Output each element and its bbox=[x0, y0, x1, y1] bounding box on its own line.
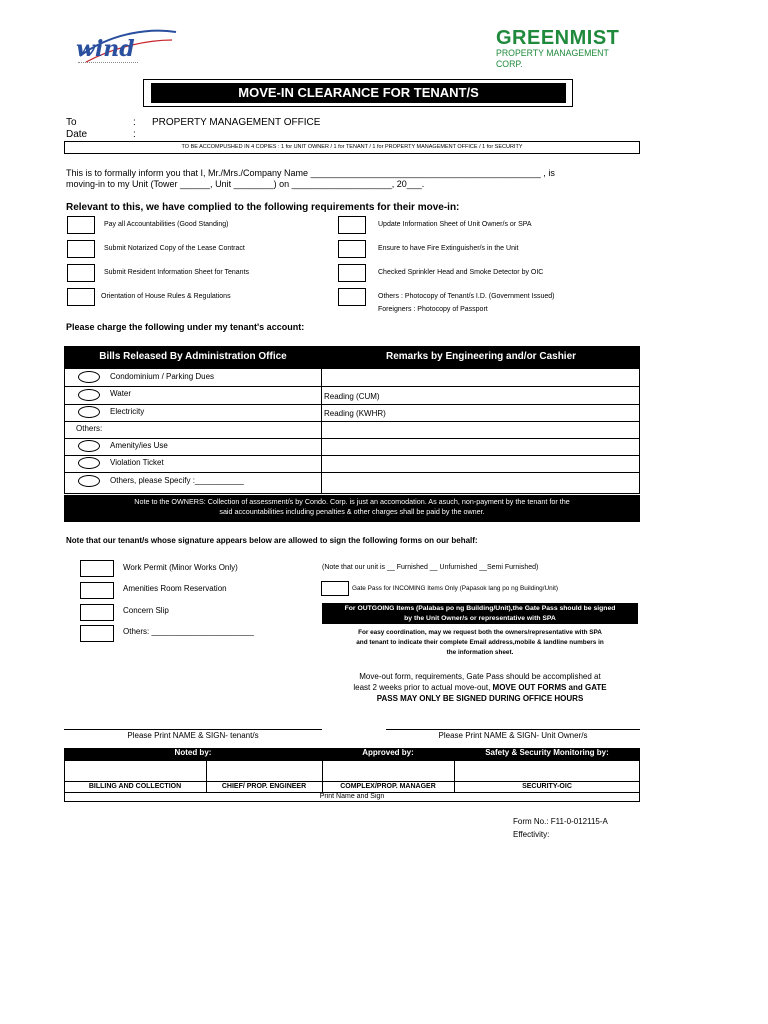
owner-signature-label: Please Print NAME & SIGN- Unit Owner/s bbox=[438, 731, 588, 740]
form-checkbox-concern-slip[interactable] bbox=[80, 604, 114, 621]
role-chief-engineer: CHIEF/ PROP. ENGINEER bbox=[221, 783, 307, 790]
outgoing-note-box bbox=[322, 603, 638, 624]
page-title: MOVE-IN CLEARANCE FOR TENANT/S bbox=[151, 83, 566, 103]
bills-col-left: Bills Released By Administration Office bbox=[99, 351, 287, 362]
form-concern-slip: Concern Slip bbox=[123, 606, 169, 615]
unit-furnish-note: (Note that our unit is __ Furnished __ Unfurnished __Semi Furnished) bbox=[322, 564, 539, 571]
req-right-1: Update Information Sheet of Unit Owner/s or SPA bbox=[378, 221, 532, 228]
coordination-note bbox=[322, 628, 638, 658]
form-checkbox-work-permit[interactable] bbox=[80, 560, 114, 577]
role-billing: BILLING AND COLLECTION bbox=[88, 783, 182, 790]
form-checkbox-amenities[interactable] bbox=[80, 582, 114, 599]
tenant-signature-line[interactable] bbox=[64, 729, 322, 730]
to-colon: : bbox=[133, 117, 136, 128]
bill-radio-others[interactable] bbox=[78, 475, 100, 487]
copies-note-box bbox=[64, 141, 640, 154]
moveout-line-2-normal: least 2 weeks prior to actual move-out, bbox=[353, 683, 493, 692]
bills-col-right: Remarks by Engineering and/or Cashier bbox=[385, 351, 577, 362]
req-checkbox-right-4[interactable] bbox=[338, 288, 366, 306]
req-checkbox-right-3[interactable] bbox=[338, 264, 366, 282]
forms-heading: Note that our tenant/s whose signature appears below are allowed to sign the following forms on our behalf: bbox=[66, 536, 478, 545]
moveout-note bbox=[322, 671, 638, 704]
req-left-4: Orientation of House Rules & Regulations bbox=[101, 293, 231, 300]
moveout-line-3: PASS MAY ONLY BE SIGNED DURING OFFICE HOURS bbox=[376, 694, 584, 703]
role-manager: COMPLEX/PROP. MANAGER bbox=[340, 783, 436, 790]
greenmist-subtitle: PROPERTY MANAGEMENT CORP. bbox=[496, 48, 609, 70]
print-name-sign: Print Name and Sign bbox=[319, 793, 385, 800]
intro-line-1: This is to formally inform you that I, Mr./Mrs./Company Name ______________________________________________ , is bbox=[66, 168, 555, 178]
moveout-line-1: Move-out form, requirements, Gate Pass should be accomplished at bbox=[359, 672, 601, 681]
charge-heading: Please charge the following under my tenant's account: bbox=[66, 322, 305, 332]
to-label: To bbox=[66, 117, 77, 128]
wind-logo-tagline bbox=[78, 62, 138, 63]
gate-pass-text: Gate Pass for INCOMING Items Only (Papasok lang po ng Building/Unit) bbox=[352, 585, 559, 592]
form-work-permit: Work Permit (Minor Works Only) bbox=[123, 563, 238, 572]
form-others: Others: _______________________ bbox=[123, 627, 254, 636]
copies-note: TO BE ACCOMPUSHED IN 4 COPIES : 1 for UNIT OWNER / 1 for TENANT / 1 for PROPERTY MANAGEMENT OFFICE / 1 for SECURITY bbox=[181, 144, 523, 150]
bill-others-label: Others: bbox=[76, 424, 103, 433]
req-checkbox-left-1[interactable] bbox=[67, 216, 95, 234]
req-right-4: Others : Photocopy of Tenant/s I.D. (Government Issued) bbox=[378, 293, 555, 300]
form-amenities: Amenities Room Reservation bbox=[123, 584, 227, 593]
owners-note-line-1: Note to the OWNERS: Collection of assessment/s by Condo. Corp. is just an accomodation. As asuch, non-payment by the tenant for the bbox=[134, 497, 570, 506]
coordination-line-1: For easy coordination, may we request both the owners/representative with SPA bbox=[358, 629, 602, 636]
req-checkbox-left-3[interactable] bbox=[67, 264, 95, 282]
wind-logo bbox=[72, 26, 182, 70]
req-checkbox-right-1[interactable] bbox=[338, 216, 366, 234]
outgoing-line-2: by the Unit Owner/s or representative with SPA bbox=[404, 615, 556, 622]
owner-signature-line[interactable] bbox=[386, 729, 640, 730]
req-checkbox-left-2[interactable] bbox=[67, 240, 95, 258]
effectivity: Effectivity: bbox=[513, 830, 550, 839]
bill-item-water: Water bbox=[110, 389, 132, 398]
req-left-2: Submit Notarized Copy of the Lease Contract bbox=[104, 245, 245, 252]
bill-radio-electricity[interactable] bbox=[78, 406, 100, 418]
owners-note-box bbox=[64, 495, 640, 522]
moveout-line-2 bbox=[322, 682, 638, 693]
bill-item-violation: Violation Ticket bbox=[110, 458, 164, 467]
coordination-line-2: and tenant to indicate their complete Email address,mobile & landline numbers in bbox=[356, 639, 604, 646]
coordination-line-3: the information sheet. bbox=[446, 649, 514, 656]
tenant-signature-label: Please Print NAME & SIGN- tenant/s bbox=[127, 731, 259, 740]
greenmist-brand: GREENMIST bbox=[496, 27, 620, 49]
req-left-3: Submit Resident Information Sheet for Tenants bbox=[104, 269, 250, 276]
req-right-2: Ensure to have Fire Extinguisher/s in the Unit bbox=[378, 245, 519, 252]
moveout-line-2-bold: MOVE OUT FORMS and GATE bbox=[492, 683, 607, 692]
role-security: SECURITY-OIC bbox=[522, 783, 572, 790]
owners-note-line-2: said accountabilities including penalties & other charges shall be paid by the owner. bbox=[219, 507, 485, 516]
requirements-heading: Relevant to this, we have complied to the following requirements for their move-in: bbox=[66, 202, 460, 213]
date-colon: : bbox=[133, 129, 136, 140]
req-right-3: Checked Sprinkler Head and Smoke Detector by OIC bbox=[378, 269, 544, 276]
bill-radio-condo[interactable] bbox=[78, 371, 100, 383]
gate-pass-checkbox[interactable] bbox=[321, 581, 349, 596]
req-checkbox-left-4[interactable] bbox=[67, 288, 95, 306]
bill-item-condo: Condominium / Parking Dues bbox=[110, 372, 215, 381]
greenmist-logo bbox=[496, 27, 636, 70]
bill-item-others: Others, please Specify :___________ bbox=[110, 476, 244, 485]
bill-radio-amenity[interactable] bbox=[78, 440, 100, 452]
bill-radio-water[interactable] bbox=[78, 389, 100, 401]
req-left-1: Pay all Accountabilities (Good Standing) bbox=[104, 221, 229, 228]
approval-noted-by: Noted by: bbox=[174, 748, 212, 757]
bill-item-amenity: Amenity/ies Use bbox=[110, 441, 168, 450]
bill-radio-violation[interactable] bbox=[78, 457, 100, 469]
outgoing-line-1: For OUTGOING Items (Palabas po ng Building/Unit),the Gate Pass should be signed bbox=[344, 605, 616, 612]
wind-logo-text: wind bbox=[76, 36, 135, 62]
reading-kwhr: Reading (KWHR) bbox=[324, 409, 386, 418]
reading-cum: Reading (CUM) bbox=[324, 392, 380, 401]
bill-item-electricity: Electricity bbox=[110, 407, 145, 416]
req-right-extra: Foreigners : Photocopy of Passport bbox=[378, 306, 488, 313]
date-label: Date bbox=[66, 129, 88, 140]
form-number: Form No.: F11-0-012115-A bbox=[513, 817, 608, 826]
form-checkbox-others[interactable] bbox=[80, 625, 114, 642]
approval-approved-by: Approved by: bbox=[362, 748, 414, 757]
approval-safety: Safety & Security Monitoring by: bbox=[485, 748, 609, 757]
req-checkbox-right-2[interactable] bbox=[338, 240, 366, 258]
to-value: PROPERTY MANAGEMENT OFFICE bbox=[152, 117, 321, 128]
intro-line-2: moving-in to my Unit (Tower ______, Unit ________) on ____________________, 20___. bbox=[66, 179, 425, 189]
